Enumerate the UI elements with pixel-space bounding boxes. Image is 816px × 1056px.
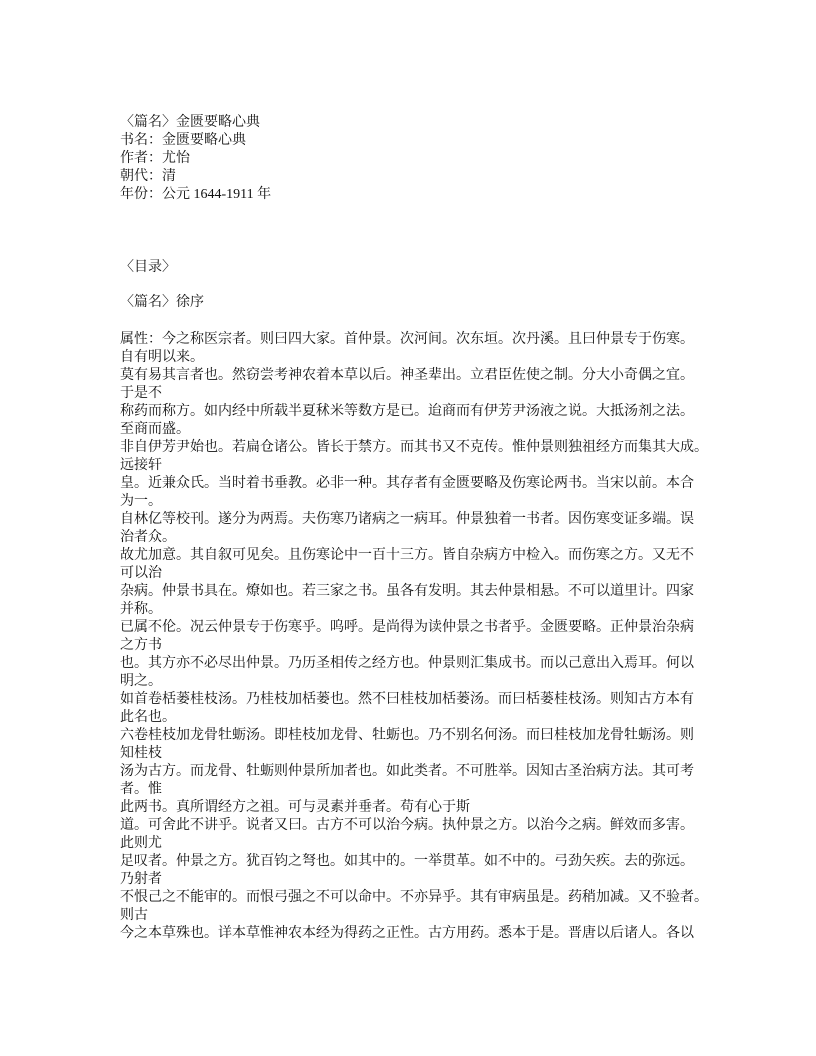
text-line: 远接轩 <box>120 458 162 473</box>
chapter-title: 〈篇名〉徐序 <box>120 295 204 310</box>
text-line: 自有明以来。 <box>120 350 204 365</box>
text-line: 汤为古方。而龙骨、牡蛎则仲景所加者也。如此类者。不可胜举。因知古圣治病方法。其可考 <box>120 764 694 779</box>
text-line: 足叹者。仲景之方。犹百钧之弩也。如其中的。一举贯革。如不中的。弓劲矢疾。去的弥远。 <box>120 854 694 869</box>
text-line: 六卷桂枝加龙骨牡蛎汤。即桂枝加龙骨、牡蛎也。乃不别名何汤。而曰桂枝加龙骨牡蛎汤。则 <box>120 728 694 743</box>
text-line: 莫有易其言者也。然窃尝考神农着本草以后。神圣辈出。立君臣佐使之制。分大小奇偶之宜。 <box>120 368 694 383</box>
text-line: 明之。 <box>120 674 162 689</box>
text-line: 至商而盛。 <box>120 422 190 437</box>
preface-body <box>120 331 708 943</box>
text-line: 治者众。 <box>120 530 176 545</box>
toc-heading: 〈目录〉 <box>120 260 176 275</box>
metadata-line: 作者：尤怡 <box>120 151 190 166</box>
text-line: 此两书。真所谓经方之祖。可与灵素并垂者。苟有心于斯 <box>120 800 470 815</box>
text-line: 已属不伦。况云仲景专于伤寒乎。呜呼。是尚得为读仲景之书者乎。金匮要略。正仲景治杂病 <box>120 620 694 635</box>
text-line: 可以治 <box>120 566 162 581</box>
text-line: 非自伊芳尹始也。若扁仓诸公。皆长于禁方。而其书又不克传。惟仲景则独祖经方而集其大成。 <box>120 440 708 455</box>
text-line: 乃射者 <box>120 872 162 887</box>
text-line: 也。其方亦不必尽出仲景。乃历圣相传之经方也。仲景则汇集成书。而以己意出入焉耳。何以 <box>120 656 694 671</box>
text-line: 如首卷栝蒌桂枝汤。乃桂枝加栝蒌也。然不曰桂枝加栝蒌汤。而曰栝蒌桂枝汤。则知古方本有 <box>120 692 694 707</box>
metadata-line: 书名：金匮要略心典 <box>120 133 246 148</box>
text-line: 故尤加意。其自叙可见矣。且伤寒论中一百十三方。皆自杂病方中检入。而伤寒之方。又无不 <box>120 548 694 563</box>
text-line: 此名也。 <box>120 710 176 725</box>
book-metadata <box>120 114 271 204</box>
text-line: 道。可舍此不讲乎。说者又曰。古方不可以治今病。执仲景之方。以治今之病。鲜效而多害。 <box>120 818 694 833</box>
metadata-line: 年份：公元 1644-1911 年 <box>120 187 272 202</box>
text-line: 称药而称方。如内经中所载半夏秫米等数方是已。迨商而有伊芳尹汤液之说。大抵汤剂之法。 <box>120 404 694 419</box>
text-line: 皇。近兼众氏。当时着书垂教。必非一种。其存者有金匮要略及伤寒论两书。当宋以前。本合 <box>120 476 694 491</box>
text-line: 知桂枝 <box>120 746 162 761</box>
text-line: 此则尤 <box>120 836 162 851</box>
text-line: 为一。 <box>120 494 162 509</box>
metadata-line: 〈篇名〉金匮要略心典 <box>120 115 260 130</box>
text-line: 者。惟 <box>120 782 162 797</box>
text-line: 属性：今之称医宗者。则曰四大家。首仲景。次河间。次东垣。次丹溪。且曰仲景专于伤寒。 <box>120 332 694 347</box>
text-line: 则古 <box>120 908 148 923</box>
text-line: 自林亿等校刊。遂分为两焉。夫伤寒乃诸病之一病耳。仲景独着一书者。因伤寒变证多端。误 <box>120 512 694 527</box>
text-line: 之方书 <box>120 638 162 653</box>
metadata-line: 朝代：清 <box>120 169 176 184</box>
text-line: 今之本草殊也。详本草惟神农本经为得药之正性。古方用药。悉本于是。晋唐以后诸人。各以 <box>120 926 694 941</box>
text-line: 并称。 <box>120 602 162 617</box>
text-line: 杂病。仲景书具在。燎如也。若三家之书。虽各有发明。其去仲景相悬。不可以道里计。四家 <box>120 584 694 599</box>
text-line: 于是不 <box>120 386 162 401</box>
text-line: 不恨己之不能审的。而恨弓强之不可以命中。不亦异乎。其有审病虽是。药稍加减。又不验者。 <box>120 890 708 905</box>
